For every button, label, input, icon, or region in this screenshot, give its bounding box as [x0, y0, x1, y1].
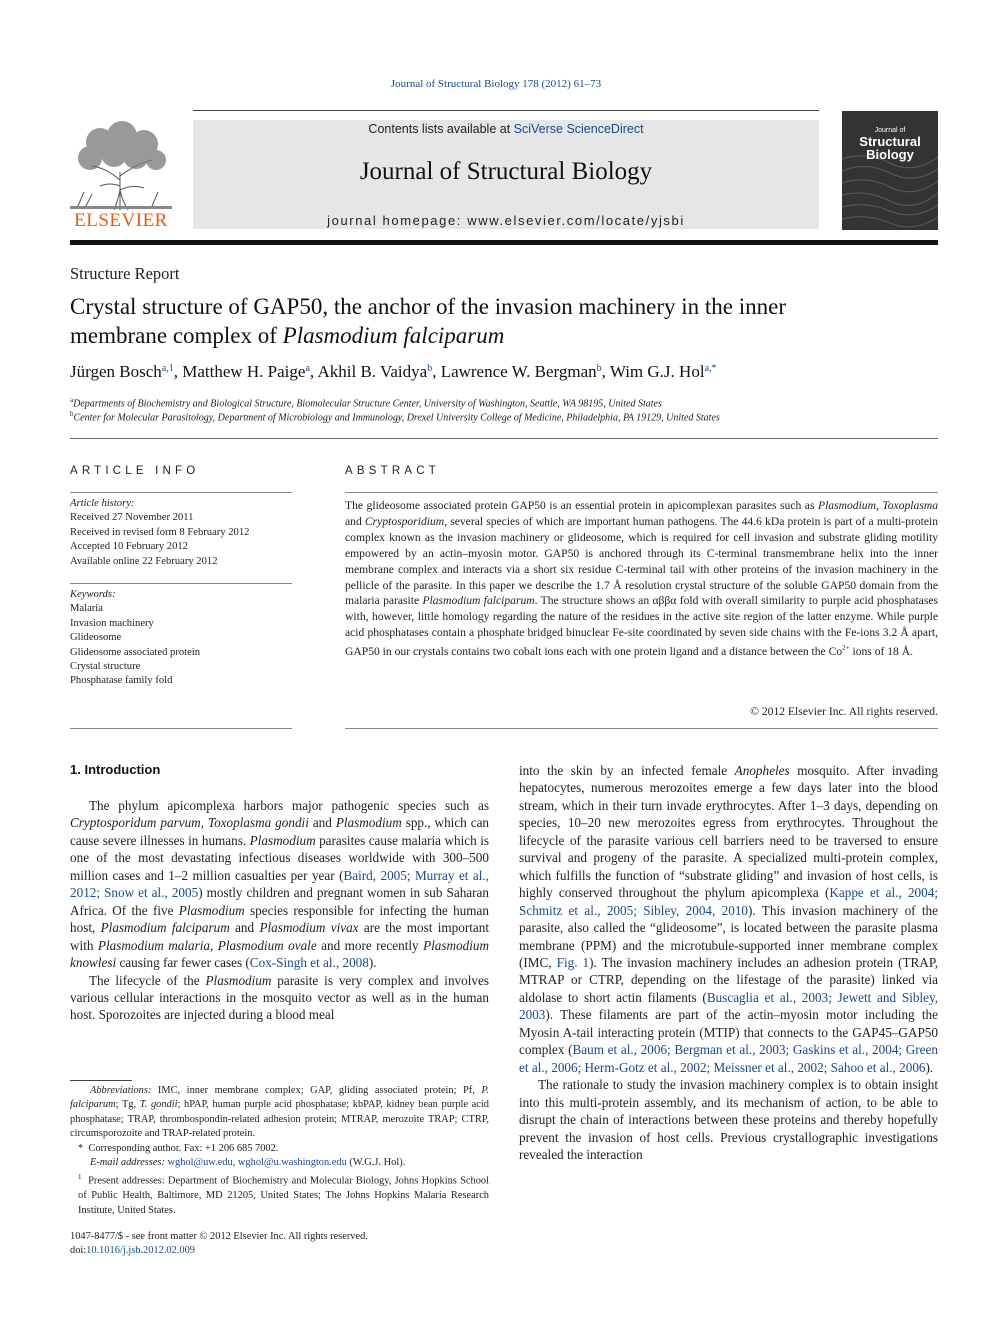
- keyword: Phosphatase family fold: [70, 675, 173, 687]
- journal-citation[interactable]: Journal of Structural Biology 178 (2012) 61–73: [390, 78, 602, 90]
- cover-line1: Journal of: [874, 127, 906, 134]
- elsevier-logo: [70, 120, 172, 232]
- author-affil[interactable]: a,*: [704, 363, 717, 374]
- affiliation: [70, 396, 662, 409]
- keyword: Glideosome: [70, 632, 122, 644]
- abbrev-label: Abbreviations:: [90, 1085, 152, 1096]
- sciencedirect-link[interactable]: SciVerse ScienceDirect: [513, 122, 644, 136]
- cover-line2: Structural: [859, 134, 921, 149]
- journal-cover-image: [842, 111, 938, 230]
- abstract-rule: [345, 728, 938, 729]
- title-line1: Crystal structure of GAP50, the anchor of the invasion machinery in the inner: [70, 294, 787, 319]
- affiliation-marker: b: [70, 410, 74, 418]
- figure-link[interactable]: Fig. 1: [556, 954, 590, 970]
- contents-prefix: Contents lists available at: [368, 122, 514, 136]
- article-title: [70, 292, 938, 350]
- citation-link[interactable]: Baird, 2005; Murray et al., 2012; Snow et al., 2005: [70, 867, 489, 901]
- footnotes: [70, 1084, 489, 1218]
- intro-heading: 1. Introduction: [70, 762, 161, 777]
- journal-homepage[interactable]: journal homepage: www.elsevier.com/locate/yjsbi: [327, 213, 685, 228]
- affiliation-marker: a: [70, 396, 74, 404]
- email-suffix: (W.G.J. Hol).: [346, 1157, 406, 1169]
- affiliation: [70, 410, 720, 423]
- cover-line3: Biology: [866, 147, 914, 162]
- paragraph: The phylum apicomplexa harbors major pathogenic species such as Cryptosporidum parvum, Toxoplasma gondii and Plasmodium spp., which can cause severe illnesses in humans. Plasmodium parasites cause malaria which is one of the most devastating infectious diseases worldwide with 300–500 million cases and 1–2 million casualties per year (Baird, 2005; Murray et al., 2012; Snow et al., 2005) mostly children and pregnant women in sub Saharan Africa. Of the five Plasmodium species responsible for infecting the human host, Plasmodium falciparum and Plasmodium vivax are the most important with Plasmodium malaria, Plasmodium ovale and more recently Plasmodium knowlesi causing far fewer cases (Cox-Singh et al., 2008).: [70, 798, 490, 971]
- doi-line: [70, 1244, 368, 1258]
- info-rule: [70, 492, 292, 493]
- author-name: Jürgen Bosch: [70, 362, 162, 381]
- abstract-rule: [345, 492, 938, 493]
- copyright: © 2012 Elsevier Inc. All rights reserved.: [750, 705, 938, 718]
- author-name: Lawrence W. Bergman: [440, 362, 597, 381]
- elsevier-wordmark: ELSEVIER: [74, 210, 168, 231]
- affiliation-text: Center for Molecular Parasitology, Department of Microbiology and Immunology, Drexel University College of Medicine, Philadelphia, PA 19129, United States: [73, 412, 720, 424]
- citation-link[interactable]: Cox-Singh et al., 2008: [249, 955, 369, 971]
- abstract-text: The glideosome associated protein GAP50 is an essential protein in apicomplexan parasites such as Plasmodium, Toxoplasma and Cryptosporidium, several species of which are important human pathogens. The 44.6 kDa protein is part of a multi-protein complex known as the invasion machinery or glideosome, which is required for cell invasion and substrate gliding motility empowered by an actin–myosin motor. GAP50 is anchored through its C-terminal transmembrane helix into the inner membrane complex and interacts via a short six residue C-terminal tail with other proteins of the invasion machinery in the pellicle of the parasite. In this paper we describe the 1.7 Å resolution crystal structure of the soluble GAP50 domain from the malaria parasite Plasmodium falciparum. The structure shows an αββα fold with overall similarity to purple acid phosphatases with, however, little homology regarding the nature of the residues in the active site region of the latter enzyme. While purple acid phosphatases contain a phosphate bridged binuclear Fe-site coordinated by seven side chains with the Fe-ions 3.2 Å apart, GAP50 in our crystals contains two cobalt ions each with one protein ligand and a distance between the $Co^{2+}$ ions of 18 Å.: [345, 499, 938, 659]
- title-species: Plasmodium falciparum: [282, 323, 505, 348]
- citation-link[interactable]: Buscaglia et al., 2003; Jewett and Sibley, 2003: [519, 989, 939, 1023]
- history-item: Available online 22 February 2012: [70, 555, 218, 567]
- email-label: E-mail addresses:: [90, 1157, 165, 1169]
- paragraph: into the skin by an infected female Anopheles mosquito. After invading hepatocytes, numerous merozoites emerge a few days later into the blood stream, which in their turn invade erythrocytes. After 1–3 days, depending on species, 10–20 new merozoites egress from erythrocytes. Throughout the lifecycle of the parasite various cell barriers need to be traversed to ensure survival and progeny of the parasite. A specialized multi-protein complex, which fulfills the function of “substrate gliding” and invasion of host cells, is highly conserved throughout the phylum apicomplexa (Kappe et al., 2004; Schmitz et al., 2005; Sibley, 2004, 2010). This invasion machinery of the parasite, also called the “glideosome”, is located between the parasite plasma membrane (PPM) and the microtubule-supported inner membrane complex (IMC, Fig. 1). The invasion machinery includes an adhesion protein (TRAP, MTRAP or CTRP, depending on the lifestage of the parasite) linked via aldolase to short actin filaments (Buscaglia et al., 2003; Jewett and Sibley, 2003). These filaments are part of the actin–myosin motor including the Myosin A-tail interacting protein (MTIP) that connects to the GAP45–GAP50 complex (Baum et al., 2006; Bergman et al., 2003; Gaskins et al., 2004; Green et al., 2006; Herm-Gotz et al., 2002; Meissner et al., 2002; Sahoo et al., 2006).: [519, 763, 939, 1075]
- history-item: Received in revised form 8 February 2012: [70, 526, 250, 538]
- affiliation-text: Departments of Biochemistry and Biological Structure, Biomolecular Structure Center, University of Washington, Seattle, WA 98195, United States: [73, 398, 662, 410]
- header-thick-rule: [70, 240, 938, 245]
- contents-available: [193, 122, 819, 136]
- author-name: Akhil B. Vaidya: [317, 362, 428, 381]
- author-name: Wim G.J. Hol: [609, 362, 705, 381]
- info-rule: [70, 728, 292, 729]
- article-info-heading: ARTICLE INFO: [70, 465, 200, 477]
- present-address: $^1$ Present addresses: Department of Biochemistry and Molecular Biology, Johns Hopkins School of Public Health, Baltimore, MD 21205, United States; The Johns Hopkins Malaria Research Institute, United States.: [78, 1173, 489, 1216]
- keyword: Glideosome associated protein: [70, 646, 201, 658]
- author-affil[interactable]: a: [305, 363, 310, 374]
- keywords-label: Keywords:: [70, 589, 116, 600]
- front-matter: [70, 1230, 368, 1259]
- author-affil[interactable]: b: [596, 363, 602, 374]
- info-rule: [70, 583, 292, 584]
- title-rule: [70, 438, 938, 439]
- author-list: Jürgen Bosch$^{a,1}$, Matthew H. Paige$^a$, Akhil B. Vaidya$^b$, Lawrence W. Bergman$^b$, Wim G.J. Hol$^{a,*}$: [70, 362, 717, 381]
- issn: 1047-8477/$ - see front matter © 2012 Elsevier Inc. All rights reserved.: [70, 1231, 368, 1242]
- elsevier-tree-icon: [70, 120, 172, 212]
- section-type: Structure Report: [70, 264, 180, 283]
- history-item: Accepted 10 February 2012: [70, 541, 188, 553]
- keyword: Malaria: [70, 603, 103, 615]
- author-affil[interactable]: a,1: [161, 363, 174, 374]
- intro-left-column: [70, 797, 489, 1024]
- doi-label: doi:: [70, 1245, 87, 1257]
- doi-link[interactable]: 10.1016/j.jsb.2012.02.009: [86, 1245, 195, 1257]
- keyword: Invasion machinery: [70, 617, 154, 629]
- email-line: E-mail addresses: wghol@uw.edu, wghol@u.washington.edu (W.G.J. Hol).: [90, 1157, 406, 1169]
- journal-title: Journal of Structural Biology: [359, 158, 653, 185]
- abbreviations: Abbreviations: IMC, inner membrane complex; GAP, gliding associated protein; Pf, P. falciparum; Tg, T. gondii; hPAP, human purple acid phosphatase; kbPAP, kidney bean purple acid phosphatase; TRAP, thrombospondin-related adhesion protein; MTRAP, merozoite TRAP; CTRP, circumsporozoite and TRAP-related protein.: [70, 1085, 489, 1140]
- abstract-heading: ABSTRACT: [345, 465, 440, 477]
- footnote-rule: [70, 1080, 132, 1081]
- intro-right-column: [519, 762, 938, 1163]
- paragraph: The lifecycle of the Plasmodium parasite is very complex and involves various cellular interactions in the mosquito vector as well as in the human host. Sporozoites are injected during a blood meal: [70, 972, 489, 1023]
- corresponding-author: * Corresponding author. Fax: +1 206 685 7002.: [78, 1142, 279, 1154]
- email-link[interactable]: wghol@u.washington.edu: [237, 1157, 347, 1169]
- present-address-text: Present addresses: Department of Biochemistry and Molecular Biology, Johns Hopkins School of Public Health, Baltimore, MD 21205, United States; The Johns Hopkins Malaria Research Institute, United States.: [78, 1175, 489, 1216]
- author-name: Matthew H. Paige: [182, 362, 306, 381]
- keyword: Crystal structure: [70, 661, 141, 673]
- keywords: [70, 588, 292, 689]
- title-line2: membrane complex of: [70, 323, 283, 348]
- citation-link[interactable]: Baum et al., 2006; Bergman et al., 2003; Gaskins et al., 2004; Green et al., 2006; Herm-Gotz et al., 2002; Meissner et al., 2002; Sahoo et al., 2006: [519, 1042, 938, 1075]
- journal-banner: [193, 120, 819, 229]
- history-label: Article history:: [70, 498, 135, 509]
- header-rule: [193, 110, 819, 111]
- citation-link[interactable]: Kappe et al., 2004; Schmitz et al., 2005; Sibley, 2004, 2010: [519, 885, 938, 918]
- history-item: Received 27 November 2011: [70, 512, 194, 524]
- cover-title: [842, 127, 938, 161]
- author-affil[interactable]: b: [427, 363, 433, 374]
- email-link[interactable]: wghol@uw.edu: [167, 1157, 233, 1169]
- corresponding-text: Corresponding author. Fax: +1 206 685 7002.: [88, 1142, 279, 1154]
- paragraph: The rationale to study the invasion machinery complex is to obtain insight into this multi-protein assembly, and its mechanism of action, to be able to disrupt the chain of interactions between these proteins and thereby hopefully prevent the invasion of host cells. Previous crystallographic investigations revealed the interaction: [519, 1077, 938, 1162]
- article-history: [70, 497, 292, 569]
